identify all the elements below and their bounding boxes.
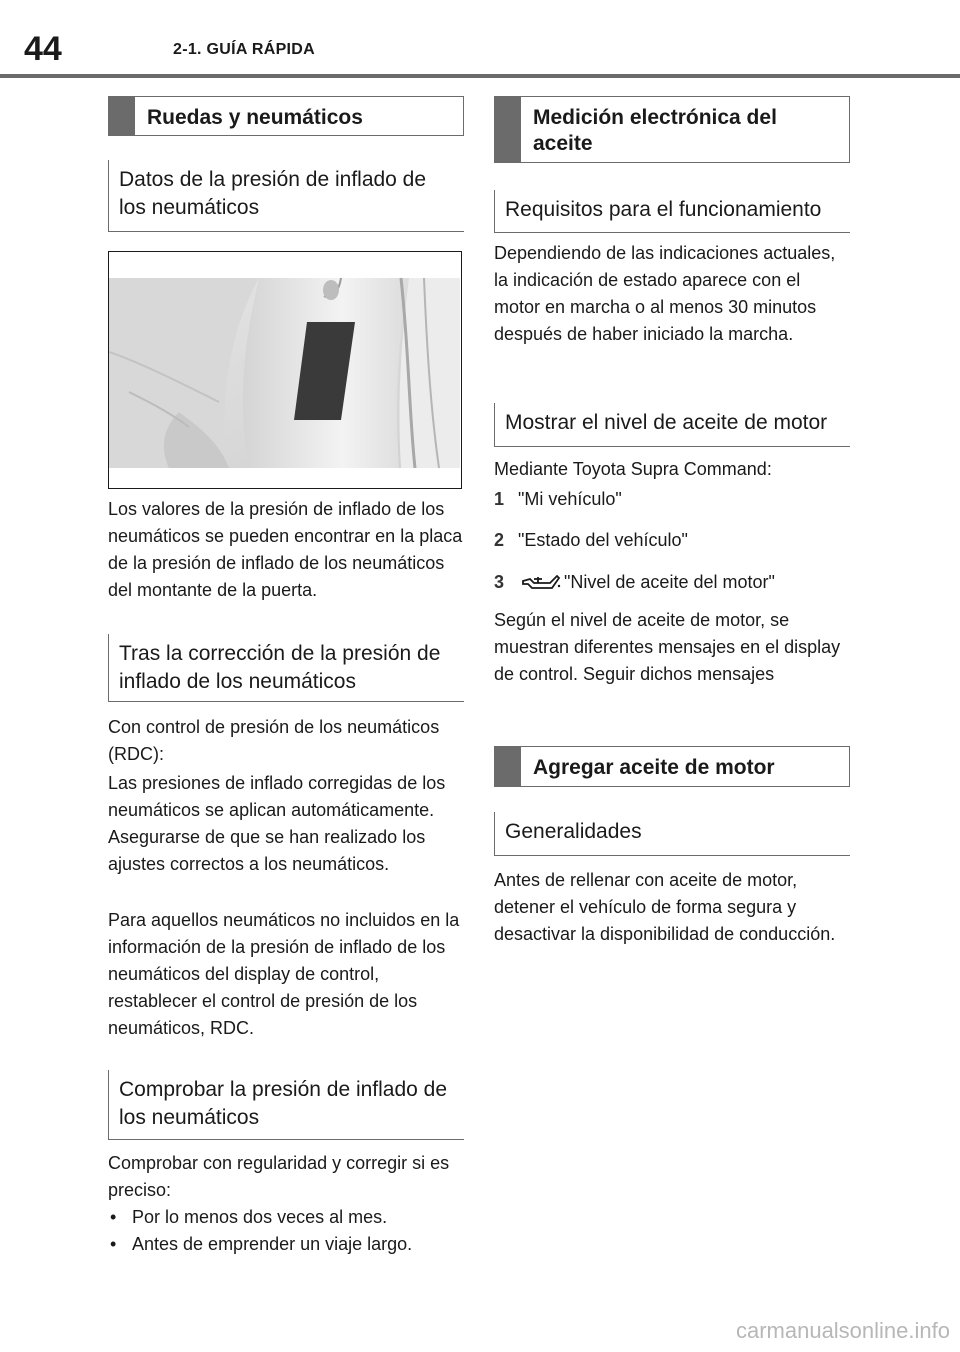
subsection-correccion [108, 634, 464, 702]
paragraph: Con control de presión de los neumáticos (RDC): [108, 717, 440, 764]
paragraph: Dependiendo de las indicaciones actuales, la indicación de estado aparece con el motor en marcha o al menos 30 minutos después de haber iniciado la marcha. [494, 243, 836, 344]
header-rule [0, 74, 960, 78]
subsection-title-generalidades: Generalidades [505, 820, 642, 843]
paragraph: Antes de rellenar con aceite de motor, detener el vehículo de forma segura y desactivar la disponibilidad de conducción. [494, 870, 836, 944]
subsection-datos [108, 160, 464, 232]
paragraph: Para aquellos neumáticos no incluidos en la información de la presión de inflado de los neumáticos del display de control, restablecer el control de presión de los neumáticos, RDC. [108, 910, 460, 1038]
subsection-mostrar [494, 403, 850, 447]
subsection-generalidades [494, 812, 850, 856]
step-1: 1 "Mi vehículo" [494, 489, 622, 509]
subsection-title-requisitos: Requisitos para el funcionamiento [505, 198, 822, 221]
step-2: 2 "Estado del vehículo" [494, 530, 688, 550]
watermark: carmanualsonline.info [735, 1318, 950, 1343]
section-title-agregar: Agregar aceite de motor [533, 756, 775, 779]
page-number: 44 [24, 30, 62, 68]
subsection-title-correccion: Tras la corrección de la presión de inflado de los neumáticos [119, 642, 441, 693]
section-medicion [494, 96, 850, 163]
paragraph: Los valores de la presión de inflado de los neumáticos se pueden encontrar en la placa de la presión de inflado de los neumáticos del montante de la puerta. [108, 499, 463, 600]
section-ruedas [108, 96, 464, 136]
subsection-comprobar [108, 1070, 464, 1140]
subsection-title-datos: Datos de la presión de inflado de los neumáticos [119, 168, 427, 219]
door-pillar-figure [108, 251, 462, 489]
step-3: 3 "Nivel de aceite del motor" [494, 572, 775, 592]
paragraph: Mediante Toyota Supra Command: [494, 459, 772, 479]
section-agregar [494, 746, 850, 787]
section-label: 2-1. GUÍA RÁPIDA [173, 41, 316, 58]
section-title-ruedas: Ruedas y neumáticos [147, 106, 363, 129]
oil-can-icon [520, 571, 562, 593]
door-pillar-illustration [109, 252, 460, 487]
section-title-medicion: Medición electrónica del aceite [533, 106, 777, 155]
list-item: • Antes de emprender un viaje largo. [110, 1234, 413, 1254]
list-item: • Por lo menos dos veces al mes. [110, 1207, 388, 1227]
paragraph: Comprobar con regularidad y corregir si es preciso: [108, 1153, 450, 1200]
page-header [0, 0, 960, 80]
subsection-title-mostrar: Mostrar el nivel de aceite de motor [505, 411, 828, 434]
subsection-title-comprobar: Comprobar la presión de inflado de los neumáticos [119, 1078, 448, 1129]
paragraph: Las presiones de inflado corregidas de los neumáticos se aplican automáticamente. Asegurarse de que se han realizado los ajustes correctos a los neumáticos. [108, 773, 446, 874]
paragraph: Según el nivel de aceite de motor, se muestran diferentes mensajes en el display de control. Seguir dichos mensajes [494, 610, 841, 684]
subsection-requisitos [494, 190, 850, 233]
